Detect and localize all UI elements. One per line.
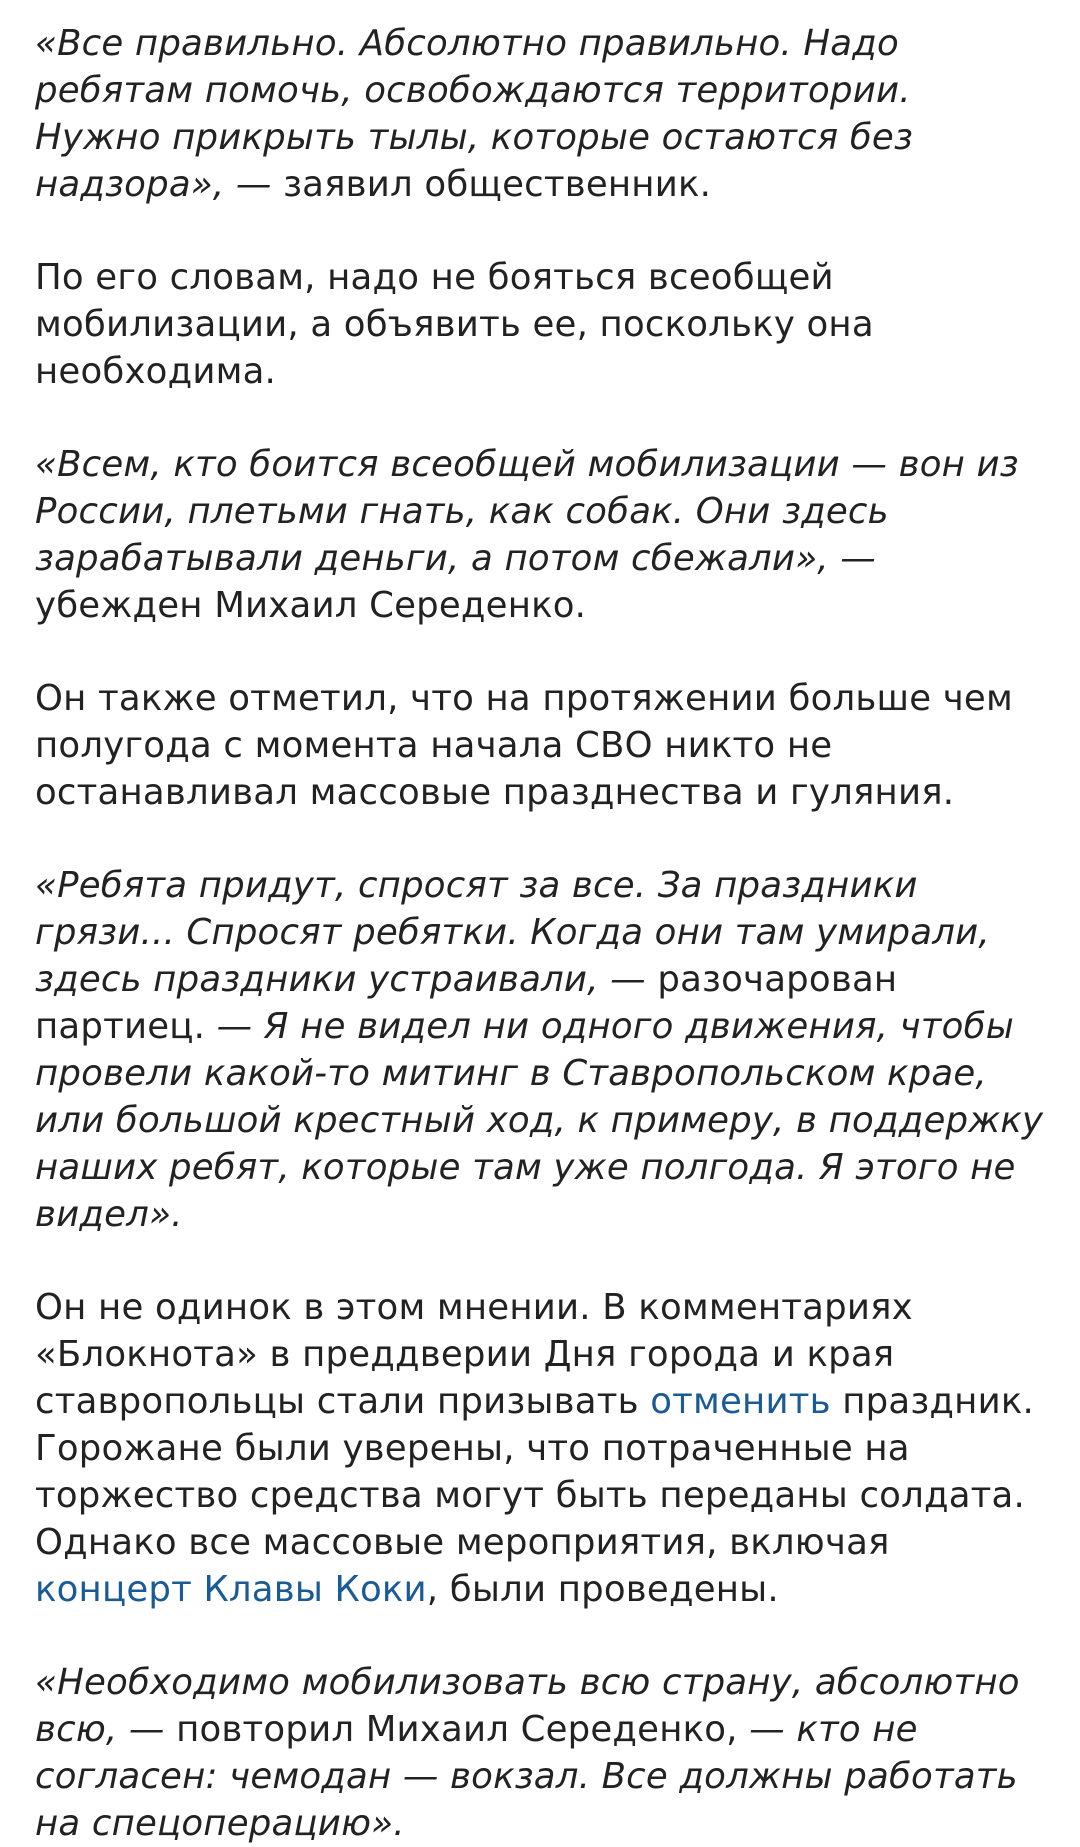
quote-text: — Я не видел ни одного движения, чтобы провели какой-то митинг в Ставропольском крае, или большой крестный ход, к примеру, в поддержку наших ребят, которые там уже полгода. Я этого не видел». (35, 1006, 1044, 1235)
paragraph-text: Он не одинок в этом мнении. В комментариях «Блокнота» в преддверии Дня города и края ставропольцы стали призывать (35, 1287, 913, 1422)
paragraph-6 (35, 1284, 1045, 1613)
quote-text: — кто не согласен: чемодан — вокзал. Все должны работать на спецоперацию». (35, 1709, 1018, 1844)
quote-text: «Ребята придут, спросят за все. За праздники грязи... Спросят ребятки. Когда они там умирали, здесь праздники устраивали, — (35, 865, 990, 1000)
paragraph-quote-5 (35, 862, 1045, 1238)
paragraph-text: , были проведены. (426, 1569, 779, 1610)
quote-text: «Необходимо мобилизовать всю страну, абсолютно всю, — (35, 1662, 1020, 1750)
attribution-text: повторил Михаил Середенко, (164, 1709, 750, 1750)
attribution-text: убежден Михаил Середенко. (35, 585, 587, 626)
paragraph-2: По его словам, надо не бояться всеобщей мобилизации, а объявить ее, поскольку она необходима. (35, 257, 874, 392)
link-klava-koka-concert[interactable]: концерт Клавы Коки (35, 1569, 427, 1610)
attribution-text: разочарован партиец. (35, 959, 898, 1047)
paragraph-quote-7 (35, 1659, 1045, 1847)
quote-text: «Всем, кто боится всеобщей мобилизации — вон из России, плетьми гнать, как собак. Они здесь зарабатывали деньги, а потом сбежали», — (35, 444, 1019, 579)
attribution-text: заявил общественник. (271, 164, 712, 205)
paragraph-quote-3 (35, 441, 1045, 629)
quote-text: «Все правильно. Абсолютно правильно. Надо ребятам помочь, освобождаются территории. Нужно прикрыть тылы, которые остаются без надзора», — (35, 23, 914, 205)
paragraph-text: праздник. Горожане были уверены, что потраченные на торжество средства могут быть переданы солдата. Однако все массовые мероприятия, включая (35, 1381, 1034, 1563)
paragraph-4: Он также отметил, что на протяжении больше чем полугода с момента начала СВО никто не останавливал массовые празднества и гуляния. (35, 678, 1013, 813)
paragraph-quote-1 (35, 20, 1045, 208)
link-cancel-holiday[interactable]: отменить (650, 1381, 831, 1422)
